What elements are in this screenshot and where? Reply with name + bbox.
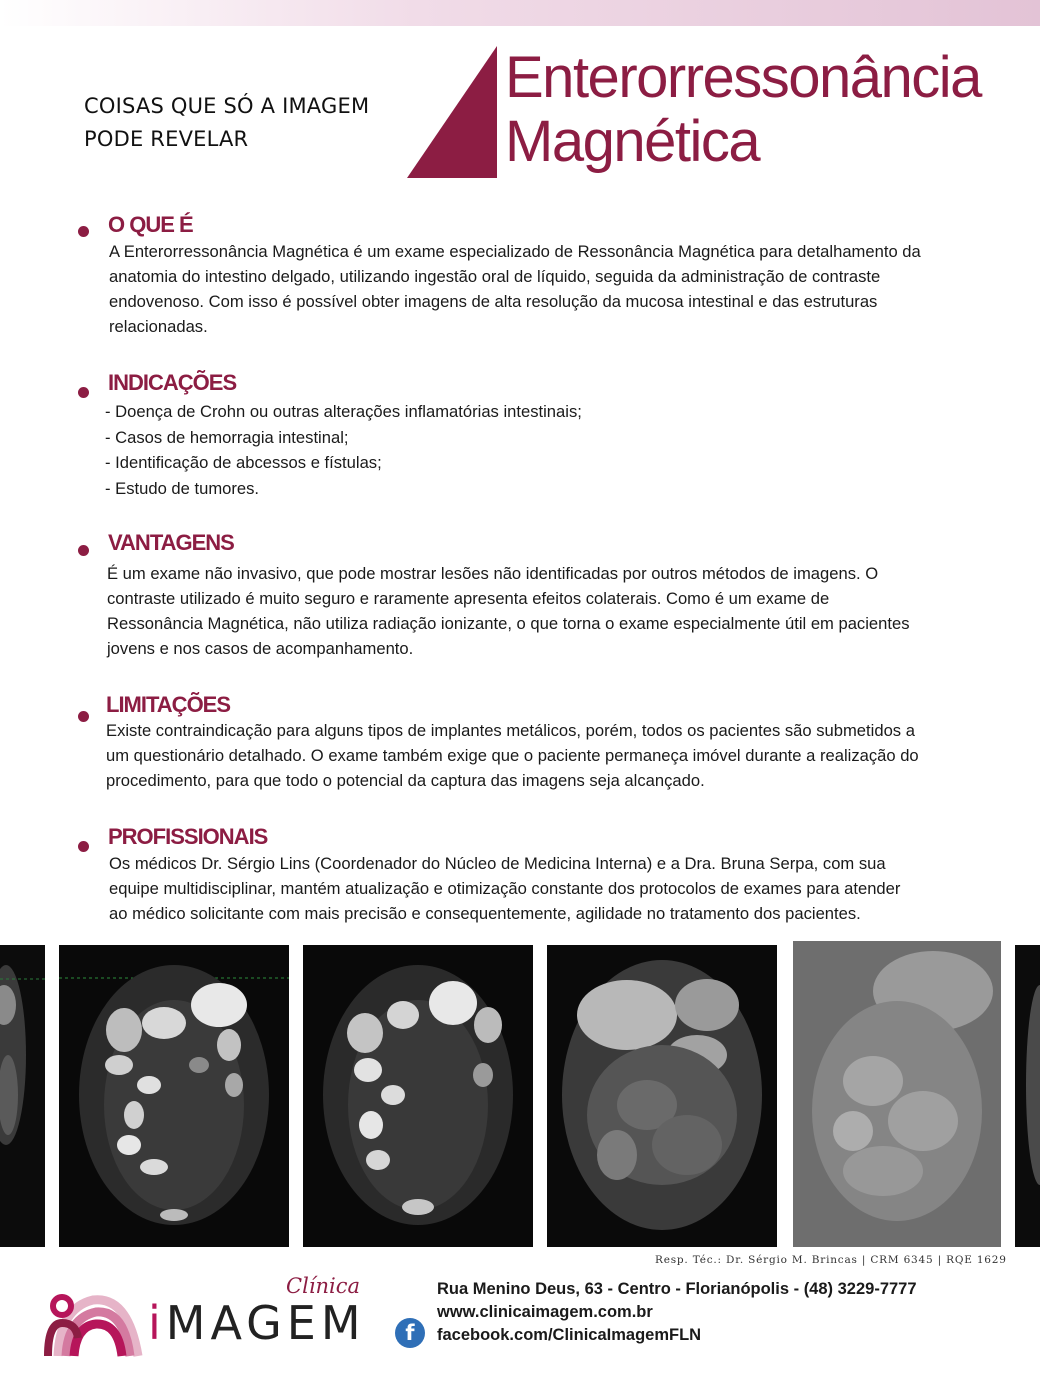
- body-line: anatomia do intestino delgado, utilizando ingestão oral de líquido, seguida da administração de contraste: [109, 267, 881, 286]
- body-line: Ressonância Magnética, não utiliza radiação ionizante, o que torna o exame especialmente útil em pacientes: [107, 614, 910, 633]
- logo-people-icon: [38, 1268, 148, 1363]
- body-line: jovens e nos casos de acompanhamento.: [107, 639, 414, 658]
- list-item: - Identificação de abcessos e fístulas;: [105, 453, 382, 472]
- section-heading: VANTAGENS: [108, 530, 234, 555]
- bullet-icon: [78, 545, 89, 556]
- title-triangle-decoration: [407, 46, 497, 178]
- mri-scan-image: [0, 945, 45, 1247]
- logo-wordmark-rest: MAGEM: [165, 1296, 366, 1350]
- contact-info: [437, 1278, 917, 1347]
- technical-responsible: Resp. Téc.: Dr. Sérgio M. Brincas | CRM 6345 | RQE 1629: [655, 1254, 1007, 1266]
- body-line: procedimento, para que todo o potencial da captura das imagens seja alcançado.: [106, 771, 705, 790]
- body-line: A Enterorressonância Magnética é um exame especializado de Ressonância Magnética para detalhamento da: [109, 242, 921, 261]
- page-title: [505, 46, 1025, 174]
- facebook-link[interactable]: facebook.com/ClinicaImagemFLN: [437, 1326, 702, 1344]
- logo-wordmark: [148, 1296, 366, 1350]
- bullet-icon: [78, 387, 89, 398]
- logo-clinica-text: Clínica: [286, 1274, 361, 1298]
- bullet-icon: [78, 841, 89, 852]
- section-body: [109, 239, 989, 339]
- body-line: endovenoso. Com isso é possível obter imagens de alta resolução da mucosa intestinal e das estruturas: [109, 292, 878, 311]
- title-line-2: Magnética: [505, 109, 760, 174]
- website-link[interactable]: www.clinicaimagem.com.br: [437, 1303, 653, 1321]
- address: Rua Menino Deus, 63 - Centro - Florianópolis - (48) 3229-7777: [437, 1280, 917, 1298]
- body-line: um questionário detalhado. O exame também exige que o paciente permaneça imóvel durante a realização do: [106, 746, 919, 765]
- logo-wordmark-i: i: [148, 1296, 166, 1350]
- body-line: É um exame não invasivo, que pode mostrar lesões não identificadas por outros métodos de imagens. O: [107, 564, 879, 583]
- title-line-1: Enterorressonância: [505, 45, 981, 110]
- tagline: [84, 90, 424, 156]
- body-line: contraste utilizado é muito seguro e raramente apresenta efeitos colaterais. Como é um exame de: [107, 589, 830, 608]
- mri-scan-image: [793, 941, 1001, 1247]
- mri-image-strip: [0, 941, 1040, 1249]
- section-heading: LIMITAÇÕES: [106, 692, 231, 717]
- body-line: Os médicos Dr. Sérgio Lins (Coordenador do Núcleo de Medicina Interna) e a Dra. Bruna Serpa, com sua: [109, 854, 886, 873]
- tagline-line-1: COISAS QUE SÓ A IMAGEM: [84, 94, 370, 118]
- bullet-icon: [78, 711, 89, 722]
- list-item: - Estudo de tumores.: [105, 478, 260, 498]
- list-item: - Casos de hemorragia intestinal;: [105, 427, 349, 447]
- section-heading: PROFISSIONAIS: [108, 824, 268, 849]
- bullet-icon: [78, 226, 89, 237]
- top-gradient-bar: [0, 0, 1040, 26]
- mri-scan-image: [547, 945, 777, 1247]
- mri-scan-image: [59, 945, 289, 1247]
- tagline-line-2: PODE REVELAR: [84, 127, 249, 151]
- body-line: Existe contraindicação para alguns tipos de implantes metálicos, porém, todos os pacientes são submetidos a: [106, 721, 915, 740]
- section-body: [106, 718, 986, 793]
- list-item: - Doença de Crohn ou outras alterações inflamatórias intestinais;: [105, 402, 582, 421]
- mri-scan-image: [303, 945, 533, 1247]
- section-body: [107, 561, 987, 661]
- section-heading: O QUE É: [108, 212, 193, 237]
- clinica-imagem-logo[interactable]: [38, 1268, 368, 1368]
- indications-list: [105, 399, 985, 501]
- body-line: equipe multidisciplinar, mantém atualização e otimização constante dos protocolos de exames para atender: [109, 879, 901, 898]
- section-heading: INDICAÇÕES: [108, 370, 237, 395]
- section-body: [109, 851, 989, 926]
- facebook-icon[interactable]: f: [395, 1318, 425, 1348]
- body-line: ao médico solicitante com mais precisão e consequentemente, agilidade no tratamento dos pacientes.: [109, 904, 861, 923]
- body-line: relacionadas.: [109, 317, 208, 336]
- mri-scan-image: [1015, 945, 1040, 1247]
